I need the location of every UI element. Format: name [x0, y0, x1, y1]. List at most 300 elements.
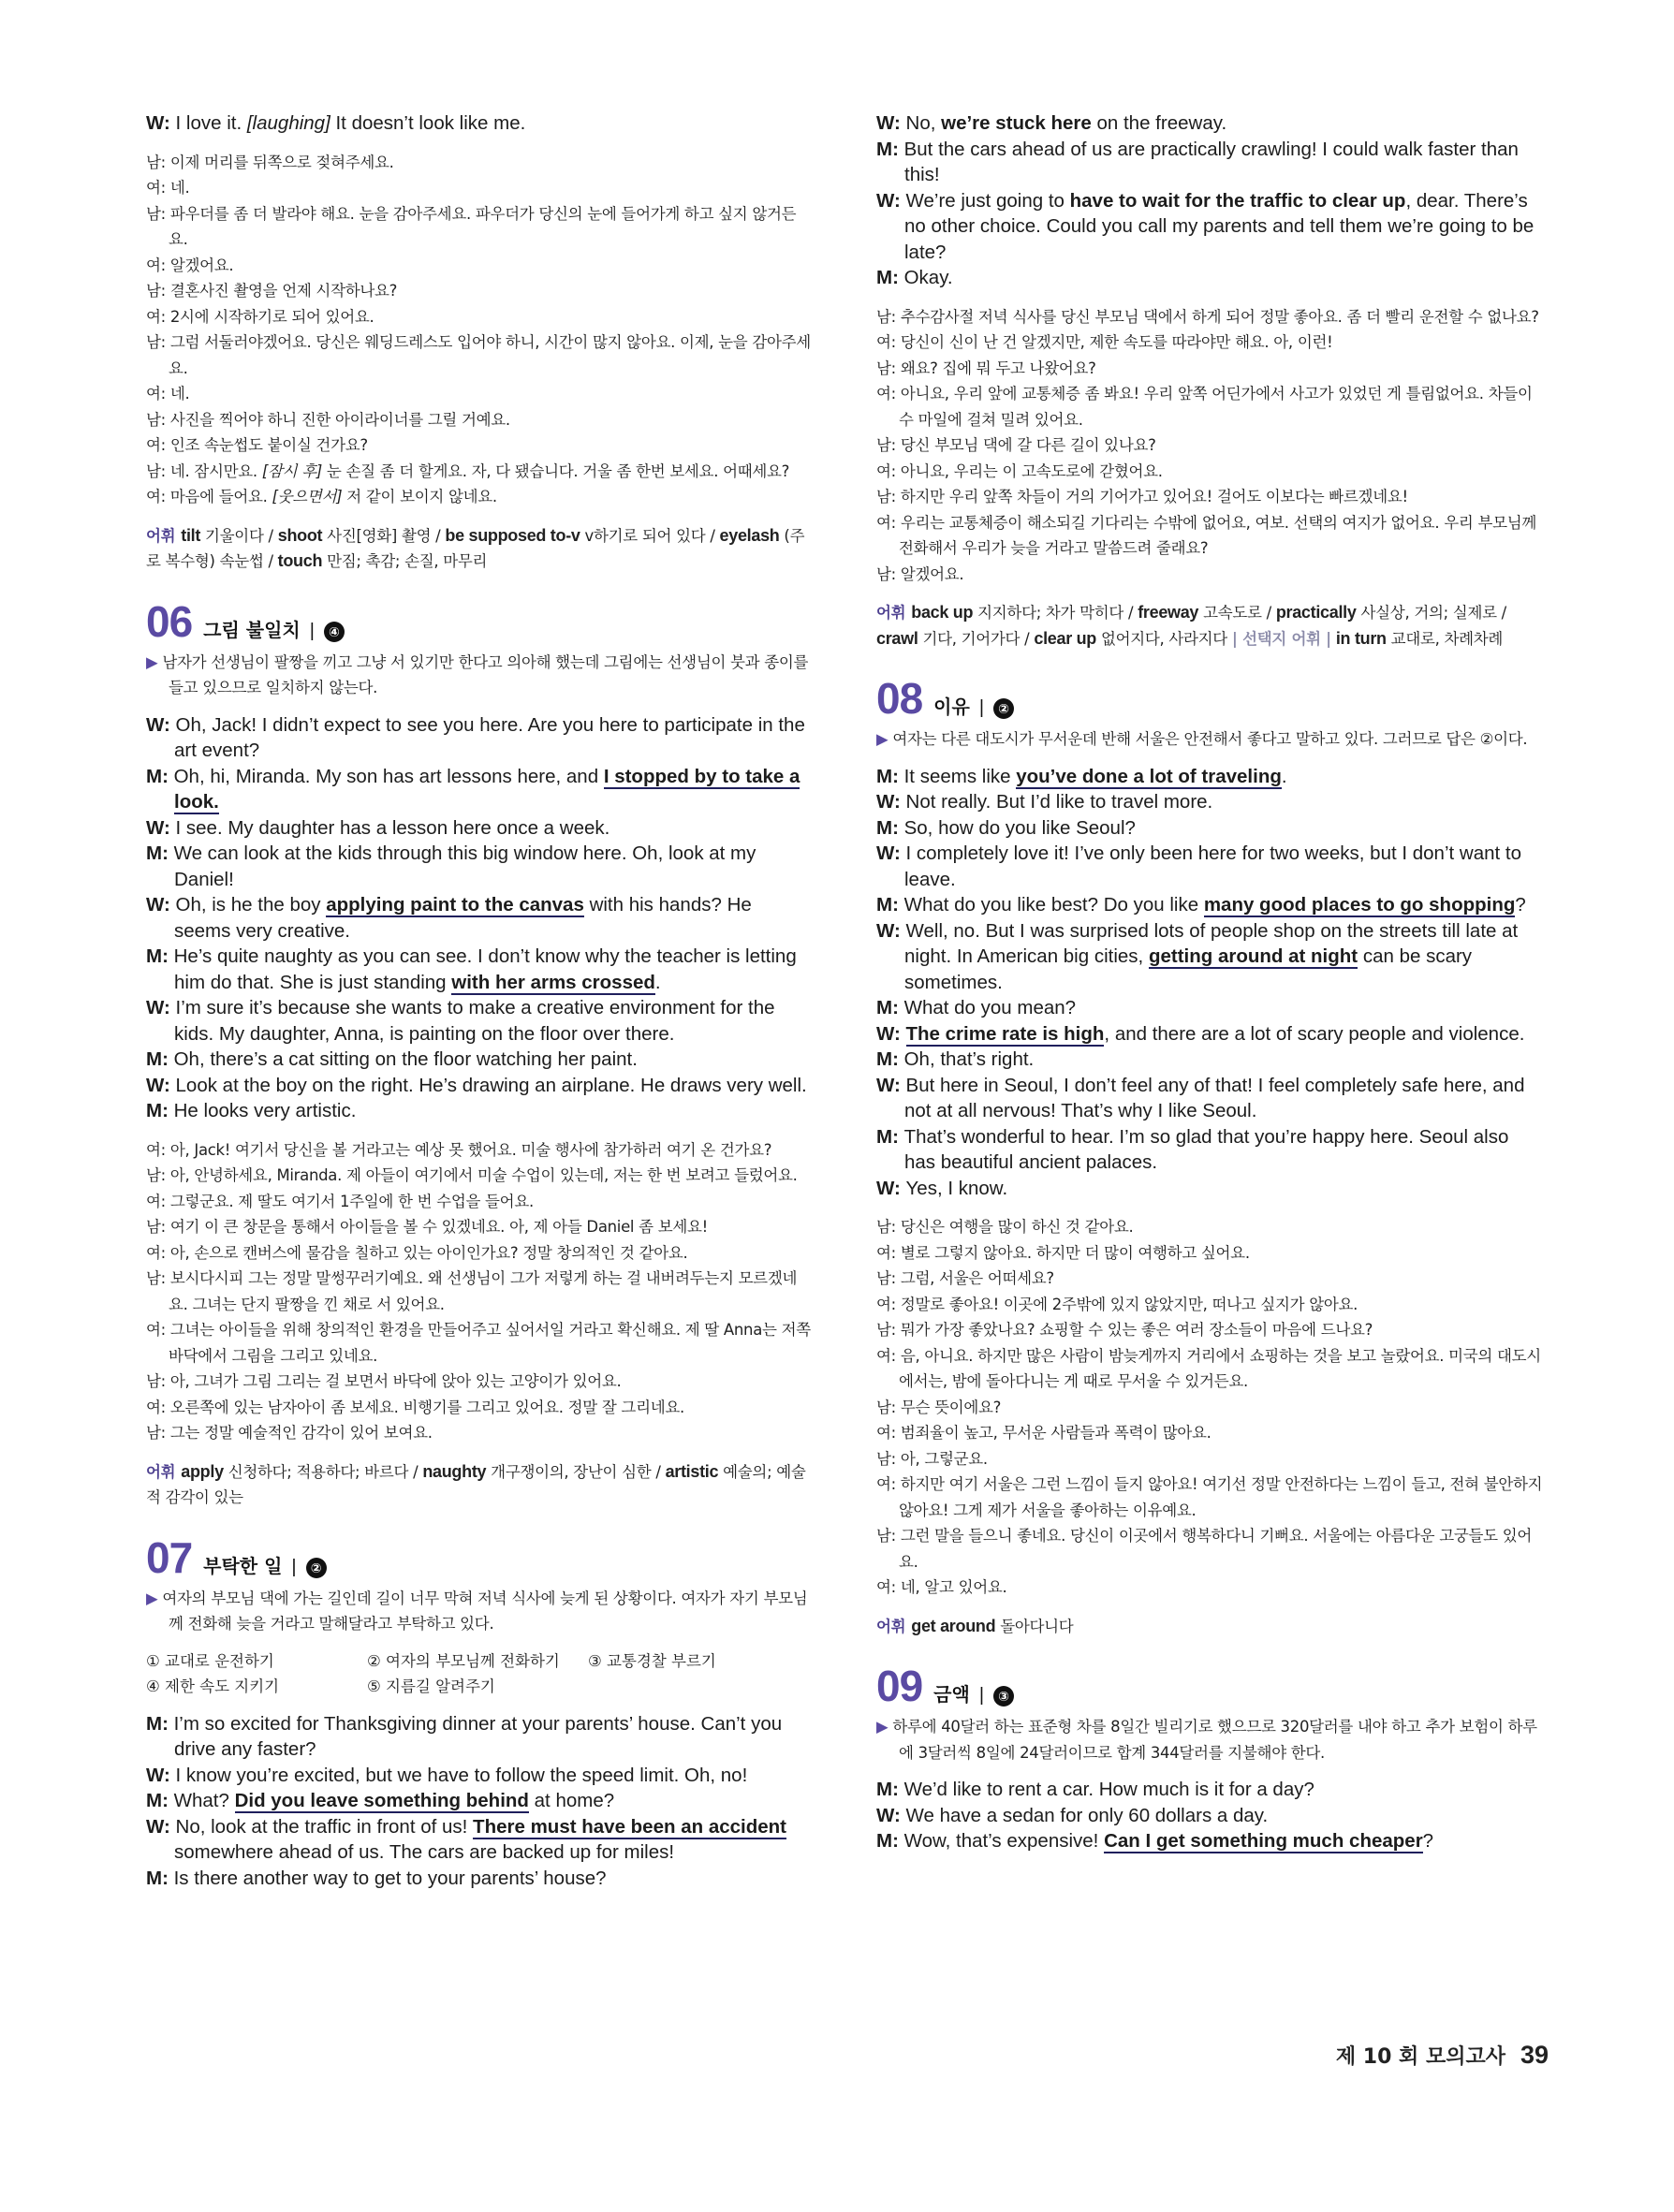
bold-phrase: get around — [911, 1616, 996, 1635]
dialogue-line-kr — [876, 304, 1543, 330]
speaker-label: W: — [876, 1177, 906, 1199]
dialogue-line-kr — [876, 1575, 1543, 1601]
speaker-label: W: — [146, 997, 176, 1018]
question-number: 06 — [146, 596, 193, 646]
vocab-block — [876, 600, 1543, 652]
dialogue-line-kr — [146, 1369, 813, 1395]
text-span: I love it. — [175, 112, 247, 134]
text-span: We have a sedan for only 60 dollars a day. — [905, 1804, 1269, 1826]
vocab-tag: 어휘 — [146, 1462, 176, 1481]
dialogue-english — [876, 1777, 1543, 1854]
speaker-label: 남: — [146, 153, 170, 171]
text-span: So, how do you like Seoul? — [903, 816, 1136, 839]
choice-vocab-label: | 선택지 어휘 | — [1231, 629, 1331, 648]
dialogue-line-en — [146, 1763, 813, 1789]
text-span: 예술의; 예술적 감각이 있는 — [146, 1462, 806, 1506]
text-span: Oh, there’s a cat sitting on the floor watching her paint. — [173, 1048, 638, 1070]
text-span: 하지만 우리 앞쪽 차들이 거의 기어가고 있어요! 걸어도 이보다는 빠르겠네요! — [900, 488, 1408, 505]
speaker-label: 여: — [146, 179, 170, 197]
text-span: 기울이다 / — [200, 526, 278, 545]
text-span: We’d like to rent a car. How much is it for a day? — [903, 1779, 1314, 1800]
dialogue-line-kr — [146, 1137, 813, 1164]
dialogue-line-kr — [146, 330, 813, 381]
dialogue-line-kr — [146, 1395, 813, 1421]
dialogue-line-kr — [146, 407, 813, 433]
dialogue-line-en — [876, 1073, 1543, 1124]
highlighted-phrase: Can I get something much cheaper — [1104, 1830, 1423, 1852]
dialogue-line-en — [876, 815, 1543, 842]
explanation — [876, 726, 1543, 753]
text-span: 사진[영화] 촬영 / — [322, 526, 446, 545]
speaker-label: 남: — [876, 1321, 901, 1339]
explanation-text: 남자가 선생님이 팔짱을 끼고 그냥 서 있기만 한다고 의아해 했는데 그림에는 선생님이 붓과 종이를 들고 있으므로 일치하지 않는다. — [162, 652, 809, 696]
text-span: Oh, hi, Miranda. My son has art lessons here, and — [173, 765, 604, 787]
dialogue-line-kr — [146, 1214, 813, 1240]
dialogue-line-kr — [146, 1317, 813, 1369]
spacer — [876, 1601, 1543, 1614]
highlighted-phrase: many good places to go shopping — [1203, 894, 1516, 916]
speaker-label: W: — [876, 842, 906, 864]
speaker-label: W: — [146, 713, 176, 736]
speaker-label: 남: — [876, 1449, 901, 1468]
question-type: 부탁한 일 — [203, 1554, 283, 1577]
speaker-label: 남: — [146, 282, 170, 300]
dialogue-line-kr — [876, 1292, 1543, 1318]
page-footer — [1336, 2041, 1549, 2070]
speaker-label: M: — [146, 842, 174, 864]
question-header — [146, 596, 813, 646]
text-span: He looks very artistic. — [173, 1100, 357, 1121]
speaker-label: 남: — [876, 488, 901, 505]
dialogue-line-kr — [876, 1317, 1543, 1343]
question-06 — [146, 596, 813, 1511]
text-span: ? — [1422, 1830, 1434, 1852]
text-span: 정말로 좋아요! 이곳에 2주밖에 있지 않았지만, 떠나고 싶지가 않아요. — [900, 1295, 1358, 1313]
text-span: 그는 정말 예술적인 감각이 있어 보여요. — [169, 1424, 433, 1442]
text-span: It doesn’t look like me. — [330, 112, 526, 134]
text-span: 신청하다; 적용하다; 바르다 / — [223, 1462, 423, 1481]
vocab-block — [876, 1614, 1543, 1640]
spacer — [146, 510, 813, 523]
dialogue-line-kr — [876, 1446, 1543, 1472]
text-span: , dear. There’s no other choice. Could you call my parents and tell them we’re going to be late? — [904, 189, 1534, 263]
text-span: 추수감사절 저녁 식사를 당신 부모님 댁에서 하게 되어 정말 좋아요. 좀 더 빨리 운전할 수 없나요? — [900, 307, 1539, 326]
stage-direction: [웃으면서] — [272, 488, 343, 505]
text-span: Look at the boy on the right. He’s drawing an airplane. He draws very well. — [175, 1074, 807, 1096]
separator: | — [309, 620, 315, 641]
question-08 — [876, 676, 1543, 1639]
text-span: 음, 아니요. 하지만 많은 사람이 밤늦게까지 거리에서 쇼핑하는 것을 보고 놀랐어요. 미국의 대도시에서는, 밤에 돌아다니는 게 때로 무서울 수 있거든요. — [899, 1346, 1541, 1390]
dialogue-line-en — [146, 841, 813, 892]
dialogue-english — [146, 712, 813, 1124]
dialogue-line-en — [876, 841, 1543, 892]
text-span: 아, 그녀가 그림 그리는 걸 보면서 바닥에 앉아 있는 고양이가 있어요. — [169, 1372, 622, 1390]
text-span: That’s wonderful to hear. I’m so glad that you’re happy here. Seoul also has beautiful ancient palaces. — [903, 1125, 1509, 1173]
triangle-icon: ▶ — [146, 1589, 163, 1607]
text-span: 고속도로 / — [1198, 604, 1276, 622]
text-span: 네. 잠시만요. — [169, 461, 262, 480]
stage-direction: [laughing] — [246, 112, 330, 134]
dialogue-line-kr — [876, 330, 1543, 356]
dialogue-line-kr — [876, 484, 1543, 510]
speaker-label: W: — [146, 1764, 176, 1786]
explanation-text: 여자의 부모님 댁에 가는 길인데 길이 너무 막혀 저녁 식사에 늦게 된 상황이다. 여자가 자기 부모님께 전화해 늦을 거라고 말해달라고 부탁하고 있다. — [162, 1589, 808, 1633]
speaker-label: W: — [876, 189, 906, 212]
text-span: 그녀는 아이들을 위해 창의적인 환경을 만들어주고 싶어서일 거라고 확신해요. 제 딸 Anna는 저쪽 바닥에서 그림을 그리고 있네요. — [169, 1321, 811, 1365]
dialogue-line-kr — [876, 1266, 1543, 1292]
text-span: 우리는 교통체증이 해소되길 기다리는 수밖에 없어요, 여보. 선택의 여지가 없어요. 우리 부모님께 전화해서 우리가 늦을 거라고 말씀드려 줄래요? — [899, 513, 1536, 557]
text-span: . — [1281, 765, 1287, 787]
bold-phrase: clear up — [1034, 628, 1096, 648]
text-span: 보시다시피 그는 정말 말썽꾸러기예요. 왜 선생님이 그가 저렇게 하는 걸 내버려두는지 모르겠네요. 그녀는 단지 팔짱을 낀 채로 서 있어요. — [169, 1269, 798, 1313]
dialogue-line-en — [876, 188, 1543, 266]
text-span: 당신 부모님 댁에 갈 다른 길이 있나요? — [900, 436, 1156, 454]
spacer — [146, 137, 813, 150]
choice-item: ② 여자의 부모님께 전화하기 — [367, 1651, 560, 1670]
speaker-label: 여: — [876, 1243, 901, 1262]
dialogue-line-kr — [876, 1395, 1543, 1421]
dialogue-line-kr — [146, 175, 813, 201]
choice-item: ⑤ 지름길 알려주기 — [367, 1677, 495, 1695]
highlighted-phrase: getting around at night — [1148, 945, 1358, 967]
dialogue-line-kr — [146, 304, 813, 330]
spacer — [146, 1124, 813, 1137]
speaker-label: 여: — [146, 1398, 170, 1416]
text-span: 2시에 시작하기로 되어 있어요. — [169, 307, 374, 326]
text-span: 그럼, 서울은 어떠세요? — [900, 1269, 1054, 1287]
vocab-block — [146, 523, 813, 575]
text-span: What do you like best? Do you like — [903, 894, 1204, 916]
text-span: ? — [1515, 894, 1526, 916]
speaker-label: 여: — [146, 1140, 170, 1159]
text-span: v하기로 되어 있다 / — [580, 526, 720, 545]
text-span: , and there are a lot of scary people and violence. — [1104, 1022, 1525, 1045]
text-span: Wow, that’s expensive! — [903, 1830, 1105, 1852]
vocab-tag: 어휘 — [876, 604, 906, 622]
dialogue-line-kr — [876, 381, 1543, 432]
text-span: We’re just going to — [905, 189, 1070, 212]
text-span: 그런 말을 들으니 좋네요. 당신이 이곳에서 행복하다니 기뻐요. 서울에는 아름다운 고궁들도 있어요. — [899, 1527, 1533, 1571]
speaker-label: M: — [146, 1867, 174, 1889]
dialogue-line-en — [146, 1711, 813, 1763]
speaker-label: 남: — [146, 204, 170, 223]
dialogue-line-en — [876, 137, 1543, 188]
text-span: 네. — [169, 385, 190, 403]
question-header — [876, 676, 1543, 721]
dialogue-line-en — [146, 892, 813, 944]
speaker-label: W: — [876, 919, 906, 942]
dialogue-line-kr — [146, 278, 813, 304]
speaker-label: M: — [876, 816, 904, 839]
speaker-label: W: — [876, 1022, 906, 1045]
text-span: 없어지다, 사라지다 — [1096, 629, 1232, 648]
speaker-label: 여: — [146, 1243, 170, 1262]
text-span: 여기 이 큰 창문을 통해서 아이들을 볼 수 있겠네요. 아, 제 아들 Daniel 좀 보세요! — [169, 1218, 708, 1236]
text-span: 돌아다니다 — [995, 1617, 1074, 1635]
bold-phrase: we’re stuck here — [941, 112, 1092, 134]
text-span: 그럼 서둘러야겠어요. 당신은 웨딩드레스도 입어야 하니, 시간이 많지 않아요. 이제, 눈을 감아주세요. — [169, 333, 811, 377]
speaker-label: M: — [876, 1048, 904, 1070]
text-span: 아, 안녕하세요, Miranda. 제 아들이 여기에서 미술 수업이 있는데, 저는 한 번 보려고 들렀어요. — [169, 1166, 798, 1184]
text-span: 알겠어요. — [900, 564, 964, 583]
highlighted-phrase: you’ve done a lot of traveling — [1016, 765, 1282, 787]
triangle-icon: ▶ — [146, 652, 163, 671]
speaker-label: 여: — [146, 436, 170, 454]
text-span: 지지하다; 차가 막히다 / — [973, 604, 1138, 622]
left-top-korean — [146, 150, 813, 510]
dialogue-korean — [876, 1214, 1543, 1601]
dialogue-line-kr — [876, 1472, 1543, 1523]
text-span: 그렇군요. 제 딸도 여기서 1주일에 한 번 수업을 들어요. — [169, 1192, 534, 1210]
text-span: I completely love it! I’ve only been here for two weeks, but I don’t want to leave. — [904, 842, 1521, 890]
text-span: 기다, 기어가다 / — [918, 629, 1035, 648]
speaker-label: 남: — [876, 359, 901, 377]
speaker-label: M: — [146, 1100, 174, 1121]
text-span: What do you mean? — [903, 997, 1077, 1018]
dialogue-line-kr — [146, 484, 813, 510]
text-span: 아, 그렇군요. — [900, 1449, 988, 1468]
speaker-label: M: — [876, 1125, 904, 1148]
text-span: No, — [905, 112, 942, 134]
bold-phrase: naughty — [422, 1461, 487, 1481]
speaker-label: M: — [146, 1712, 174, 1735]
answer-badge: ② — [993, 698, 1014, 719]
triangle-icon: ▶ — [876, 730, 893, 748]
speaker-label: 여: — [146, 488, 170, 505]
speaker-label: M: — [146, 1790, 174, 1811]
speaker-label: M: — [146, 945, 174, 967]
text-span: Yes, I know. — [905, 1177, 1008, 1199]
speaker-label: 여: — [876, 1475, 901, 1493]
text-span: 범죄율이 높고, 무서운 사람들과 폭력이 많아요. — [900, 1424, 1211, 1442]
speaker-label: M: — [876, 997, 904, 1018]
vocab-tag: 어휘 — [876, 1617, 906, 1635]
choice-item: ④ 제한 속도 지키기 — [146, 1677, 280, 1695]
explanation — [876, 1714, 1543, 1765]
text-span: can be scary sometimes. — [904, 945, 1473, 993]
text-span: 왜요? 집에 뭐 두고 나왔어요? — [900, 359, 1096, 377]
speaker-label: 여: — [146, 1321, 170, 1339]
dialogue-line-kr — [146, 1240, 813, 1267]
bold-phrase: crawl — [876, 628, 918, 648]
question-type: 그림 불일치 — [203, 618, 301, 641]
text-span: Well, no. But I was surprised lots of people shop on the streets till late at night. In American big cities, — [904, 919, 1519, 967]
dialogue-line-en — [876, 1021, 1543, 1047]
separator: | — [978, 1685, 985, 1706]
stage-direction: [잠시 후] — [261, 461, 322, 480]
bold-phrase: touch — [277, 551, 323, 570]
speaker-label: W: — [146, 1815, 176, 1838]
bold-phrase: artistic — [665, 1461, 719, 1481]
speaker-label: 남: — [876, 1398, 901, 1416]
dialogue-line-en — [876, 892, 1543, 918]
dialogue-line-en — [876, 764, 1543, 790]
dialogue-english — [146, 1711, 813, 1892]
text-span: 당신이 신이 난 건 알겠지만, 제한 속도를 따라야만 해요. 아, 이런! — [900, 333, 1333, 351]
text-span: He’s quite naughty as you can see. I don’t know why the teacher is letting him do that. She is just standing — [173, 945, 797, 993]
text-span: 알겠어요. — [169, 256, 234, 274]
speaker-label: 여: — [146, 1192, 170, 1210]
speaker-label: 남: — [146, 333, 170, 351]
speaker-label: 남: — [146, 461, 170, 480]
text-span: at home? — [528, 1790, 615, 1811]
text-span: 사실상, 거의; 실제로 / — [1356, 604, 1506, 622]
dialogue-line-en — [146, 1047, 813, 1073]
speaker-label: 여: — [876, 1295, 901, 1313]
dialogue-line-en — [146, 110, 813, 137]
question-09 — [876, 1663, 1543, 1854]
speaker-label: 남: — [876, 1527, 901, 1545]
dialogue-line-en — [146, 815, 813, 842]
dialogue-line-en — [146, 1098, 813, 1124]
dialogue-line-kr — [876, 459, 1543, 485]
answer-badge: ③ — [993, 1686, 1014, 1707]
speaker-label: W: — [876, 1804, 906, 1826]
left-column — [146, 110, 813, 1891]
speaker-label: 남: — [876, 1218, 901, 1236]
speaker-label: W: — [876, 1074, 906, 1096]
speaker-label: 남: — [876, 436, 901, 454]
text-span: No, look at the traffic in front of us! — [175, 1815, 474, 1838]
bold-phrase: in turn — [1335, 628, 1387, 648]
speaker-label: W: — [876, 112, 906, 134]
explanation-text: 하루에 40달러 하는 표준형 차를 8일간 빌리기로 했으므로 320달러를 내야 하고 추가 보험이 하루에 3달러씩 8일에 24달러이므로 합계 344달러를 지불해야 한다. — [892, 1718, 1537, 1762]
text-span: 만짐; 촉감; 손질, 마무리 — [322, 552, 488, 570]
dialogue-line-en — [876, 1803, 1543, 1829]
text-span: 파우더를 좀 더 발라야 해요. 눈을 감아주세요. 파우더가 당신의 눈에 들어가게 하고 싶지 않거든요. — [169, 204, 797, 248]
speaker-label: M: — [876, 894, 904, 916]
speaker-label: 여: — [876, 385, 901, 403]
text-span: 무슨 뜻이에요? — [900, 1398, 1002, 1416]
explanation-text: 여자는 다른 대도시가 무서운데 반해 서울은 안전해서 좋다고 말하고 있다. 그러므로 답은 ②이다. — [892, 730, 1528, 748]
text-span: 오른쪽에 있는 남자아이 좀 보세요. 비행기를 그리고 있어요. 정말 잘 그리네요. — [169, 1398, 684, 1416]
spacer — [876, 1201, 1543, 1214]
dialogue-line-en — [146, 1814, 813, 1866]
question-header — [876, 1663, 1543, 1708]
speaker-label: 여: — [876, 1424, 901, 1442]
text-span: Okay. — [903, 267, 953, 288]
dialogue-line-kr — [146, 253, 813, 279]
text-span: 눈 손질 좀 더 할게요. 자, 다 됐습니다. 거울 좀 한번 보세요. 어때세요? — [321, 461, 790, 480]
speaker-label: M: — [146, 1048, 174, 1070]
speaker-label: 여: — [876, 1346, 901, 1365]
right-top-korean — [876, 304, 1543, 588]
choice-item: ① 교대로 운전하기 — [146, 1651, 274, 1670]
speaker-label: 여: — [146, 385, 170, 403]
text-span: 네. — [169, 179, 190, 197]
dialogue-line-en — [876, 1828, 1543, 1854]
separator: | — [978, 697, 985, 718]
text-span: I know you’re excited, but we have to follow the speed limit. Oh, no! — [175, 1764, 748, 1786]
dialogue-line-en — [146, 712, 813, 764]
page-number: 39 — [1520, 2041, 1549, 2069]
text-span: We can look at the kids through this big window here. Oh, look at my Daniel! — [173, 842, 756, 890]
speaker-label: 남: — [876, 564, 901, 583]
speaker-label: 남: — [146, 1372, 170, 1390]
text-span: I’m so excited for Thanksgiving dinner at your parents’ house. Can’t you drive any faster? — [173, 1712, 783, 1760]
speaker-label: W: — [146, 112, 176, 134]
answer-choices — [146, 1648, 813, 1700]
speaker-label: W: — [146, 816, 176, 839]
text-span: 인조 속눈썹도 붙이실 건가요? — [169, 436, 368, 454]
speaker-label: W: — [876, 791, 906, 813]
question-number: 08 — [876, 674, 923, 723]
text-span: (주로 복수형) 속눈썹 / — [146, 526, 805, 570]
dialogue-line-en — [146, 764, 813, 815]
bold-phrase: practically — [1275, 603, 1357, 622]
text-span: But here in Seoul, I don’t feel any of that! I feel completely safe here, and not at all nervous! That’s why I like Seoul. — [904, 1074, 1525, 1121]
speaker-label: M: — [876, 765, 904, 787]
question-07 — [146, 1532, 813, 1892]
question-type: 금액 — [933, 1683, 970, 1706]
dialogue-line-en — [876, 1777, 1543, 1803]
highlighted-phrase: There must have been an accident — [473, 1815, 786, 1838]
dialogue-line-en — [146, 1788, 813, 1814]
text-span: I see. My daughter has a lesson here once a week. — [175, 816, 610, 839]
speaker-label: 남: — [146, 1166, 170, 1184]
dialogue-line-kr — [146, 1266, 813, 1317]
dialogue-line-kr — [876, 510, 1543, 562]
speaker-label: 여: — [876, 461, 901, 480]
speaker-label: M: — [876, 1830, 904, 1852]
speaker-label: 여: — [876, 1578, 901, 1596]
answer-badge: ② — [306, 1558, 327, 1578]
text-span: 교대로, 차례차례 — [1386, 629, 1504, 648]
text-span: 사진을 찍어야 하니 진한 아이라이너를 그릴 거예요. — [169, 410, 510, 429]
text-span: 마음에 들어요. — [169, 488, 272, 505]
text-span: with his hands? He seems very creative. — [174, 894, 752, 942]
question-number: 07 — [146, 1532, 193, 1582]
answer-badge: ④ — [324, 622, 345, 642]
text-span: Oh, that’s right. — [903, 1048, 1035, 1070]
speaker-label: 남: — [146, 410, 170, 429]
speaker-label: M: — [146, 765, 174, 787]
right-column — [876, 110, 1543, 1854]
dialogue-line-en — [876, 110, 1543, 137]
dialogue-line-en — [876, 789, 1543, 815]
highlighted-phrase: Did you leave something behind — [234, 1790, 529, 1811]
dialogue-line-en — [146, 1073, 813, 1099]
dialogue-english — [876, 764, 1543, 1202]
speaker-label: 여: — [146, 307, 170, 326]
dialogue-line-en — [876, 265, 1543, 291]
speaker-label: 남: — [146, 1424, 170, 1442]
text-span: What? — [173, 1790, 235, 1811]
question-number: 09 — [876, 1662, 923, 1710]
separator: | — [291, 1556, 297, 1577]
dialogue-line-kr — [146, 459, 813, 485]
text-span: 아, 손으로 캔버스에 물감을 칠하고 있는 아이인가요? 정말 창의적인 것 같아요. — [169, 1243, 688, 1262]
text-span: Not really. But I’d like to travel more. — [905, 791, 1213, 813]
text-span: 개구쟁이의, 장난이 심한 / — [486, 1462, 666, 1481]
dialogue-line-kr — [146, 432, 813, 459]
speaker-label: 여: — [876, 513, 901, 532]
text-span: Oh, Jack! I didn’t expect to see you here. Are you here to participate in the art event? — [174, 713, 805, 761]
dialogue-line-kr — [146, 150, 813, 176]
text-span: It seems like — [903, 765, 1017, 787]
text-span: 저 같이 보이지 않네요. — [342, 488, 497, 505]
bold-phrase: have to wait for the traffic to clear up — [1069, 189, 1406, 212]
text-span: 별로 그렇지 않아요. 하지만 더 많이 여행하고 싶어요. — [900, 1243, 1250, 1262]
bold-phrase: freeway — [1138, 603, 1199, 622]
dialogue-line-kr — [146, 381, 813, 407]
bold-phrase: tilt — [181, 525, 201, 545]
speaker-label: 남: — [876, 1269, 901, 1287]
text-span: somewhere ahead of us. The cars are backed up for miles! — [174, 1841, 675, 1863]
spacer — [876, 587, 1543, 600]
highlighted-phrase: The crime rate is high — [905, 1022, 1105, 1045]
dialogue-line-kr — [876, 1523, 1543, 1575]
